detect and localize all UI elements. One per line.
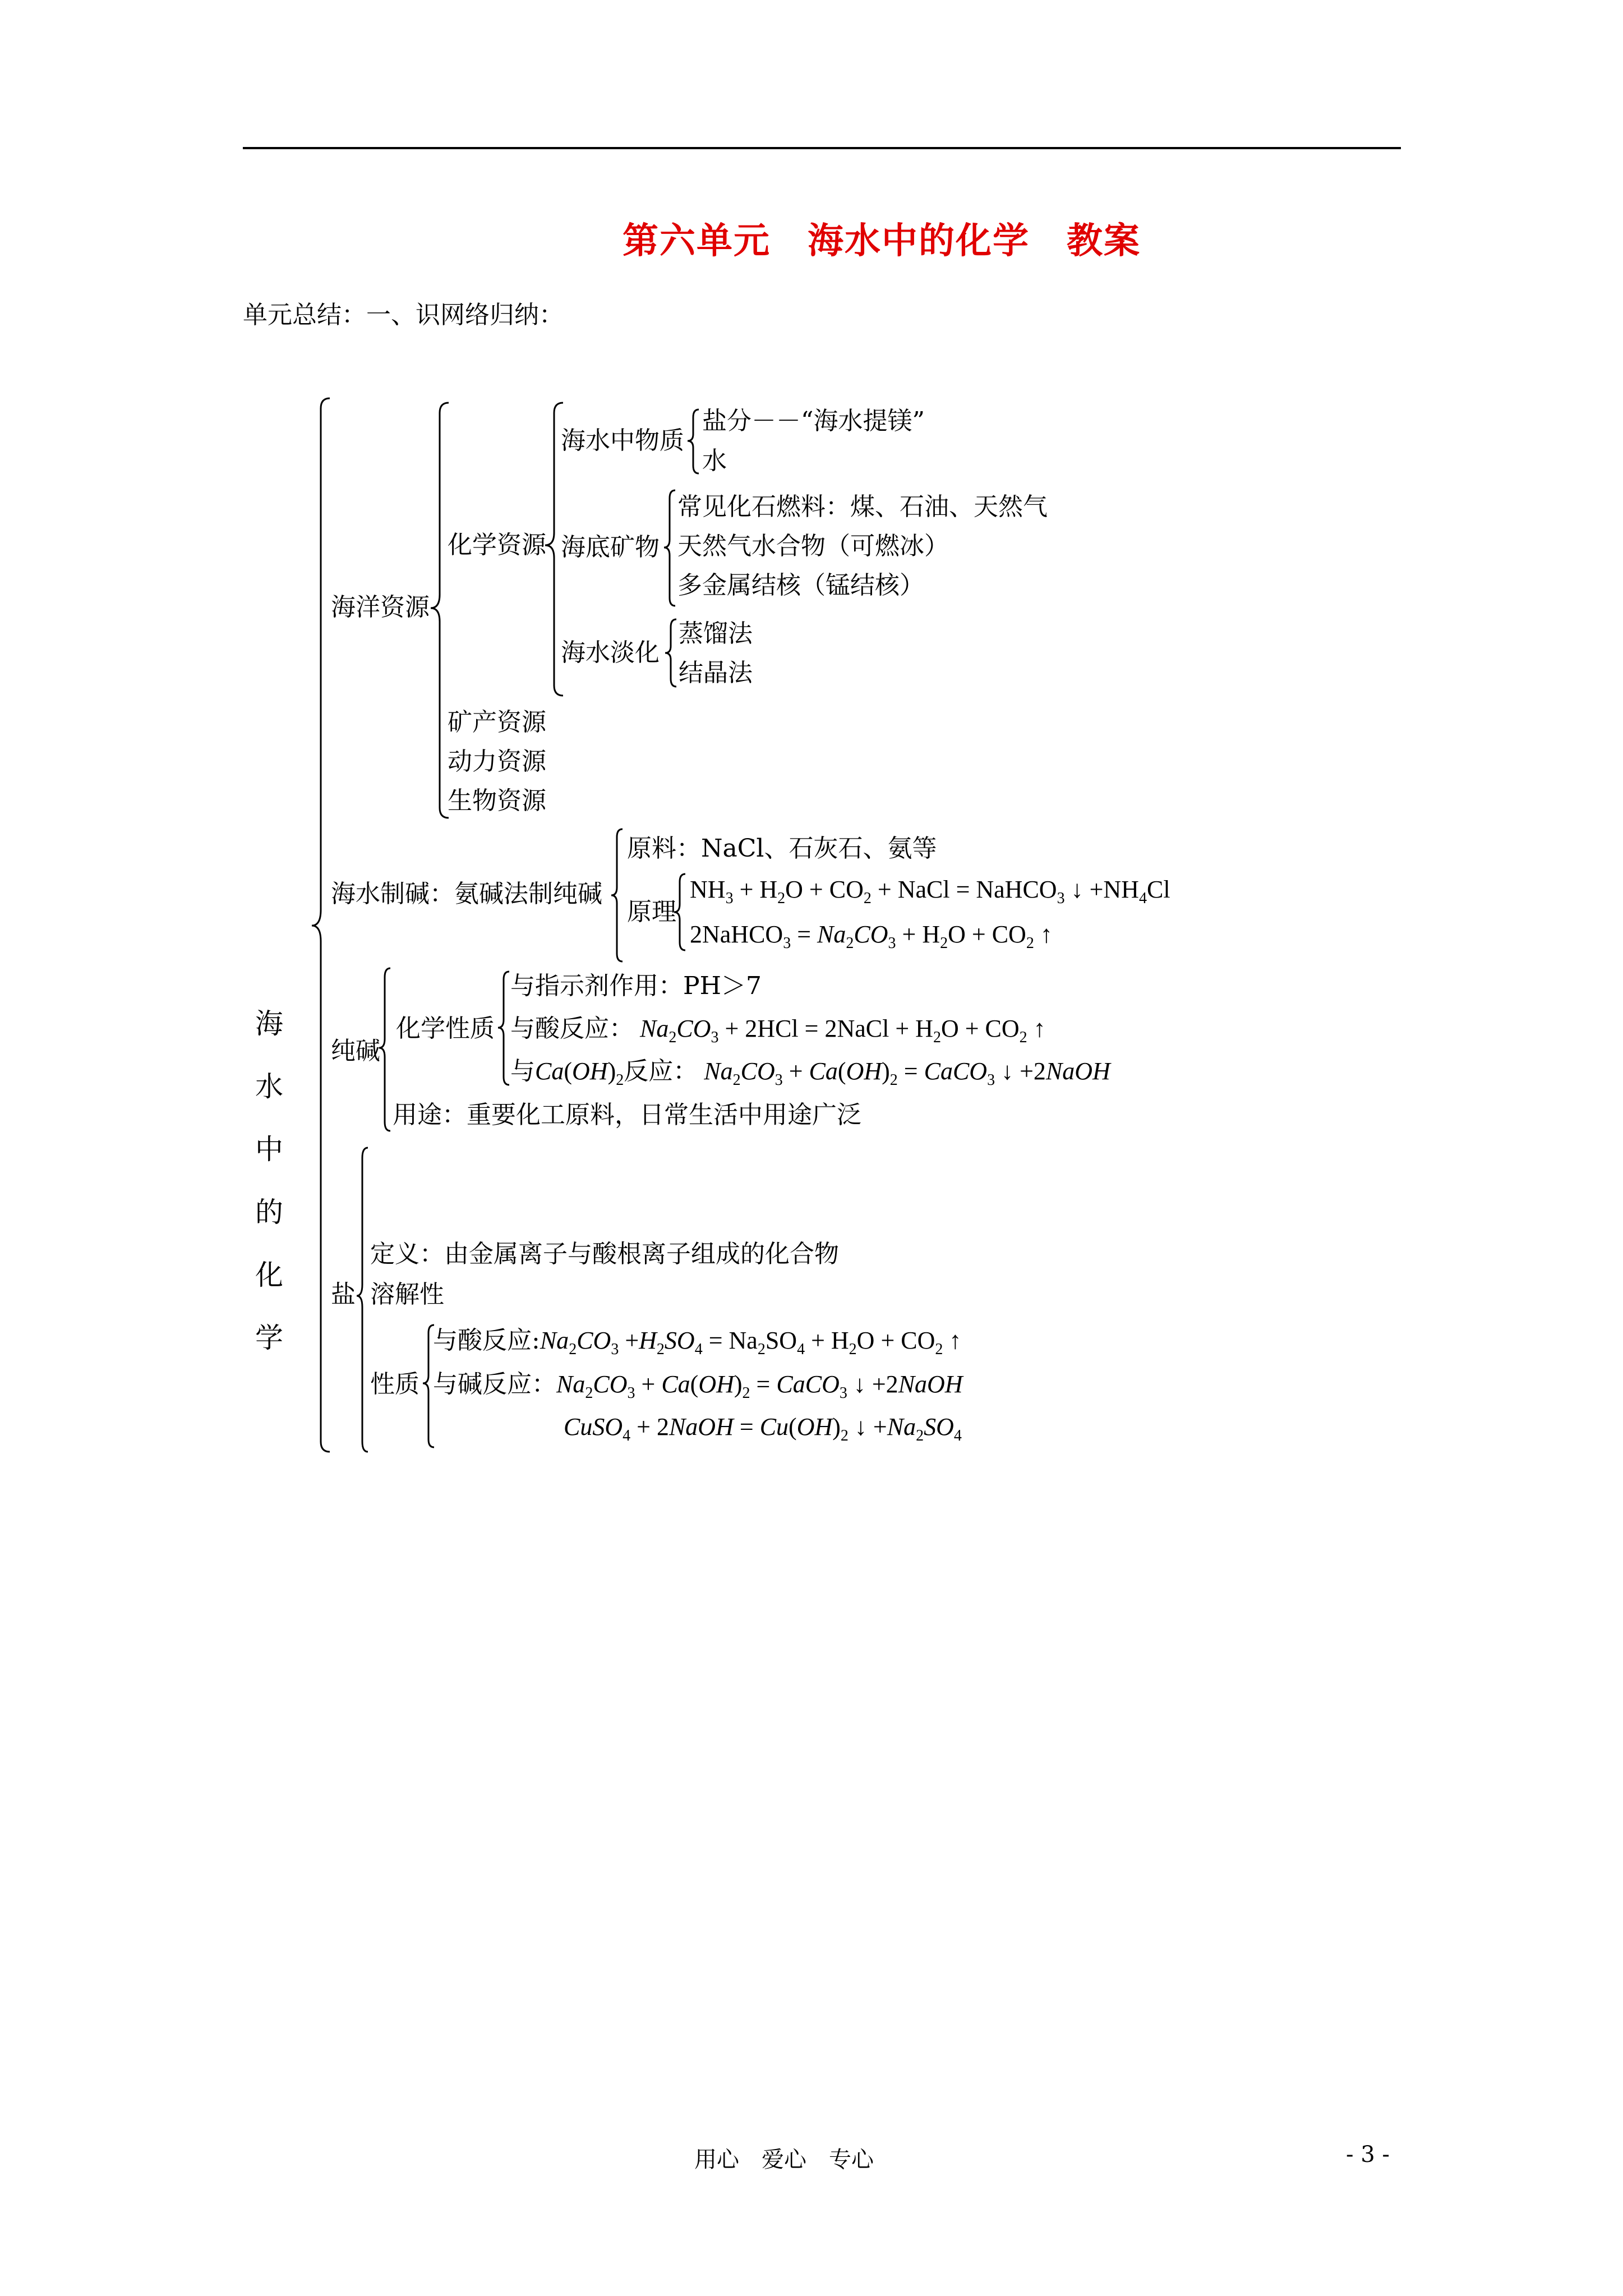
soda-use: 用途：重要化工原料，日常生活中用途广泛 <box>393 1101 861 1129</box>
salt-properties-label: 性质 <box>370 1370 419 1398</box>
root-char: 海 <box>255 1007 283 1040</box>
root-char: 水 <box>255 1070 283 1103</box>
list-item: 动力资源 <box>448 747 546 776</box>
salt-acid-label: 与酸反应: <box>433 1326 540 1355</box>
ocean-resources-label: 海洋资源 <box>331 593 430 622</box>
page-number: - 3 - <box>1346 2142 1390 2168</box>
base-reaction-label-pre: 与 <box>510 1057 535 1085</box>
list-item: 蒸馏法 <box>679 619 753 648</box>
salt-base-label: 与碱反应： <box>433 1370 556 1398</box>
equation: $Na_2CO_3 + Ca(OH)_2$ = CaCO$_3$ ↓ +2NaOH <box>704 1057 1110 1089</box>
root-char: 的 <box>255 1196 283 1228</box>
root-char: 中 <box>255 1133 283 1166</box>
salt-label: 盐 <box>331 1280 356 1309</box>
indicator-reaction: 与指示剂作用：PH＞7 <box>510 972 762 1000</box>
footer-motto: 用心 爱心 专心 <box>694 2147 874 2173</box>
list-item: 多金属结核（锰结核） <box>677 571 924 600</box>
equation: $NH_3 + H_2O + CO_2$ + NaCl = NaHCO$_3$ ↓ $+NH_4Cl$ <box>690 876 1170 907</box>
list-item: 生物资源 <box>448 786 546 815</box>
reagent: $Ca(OH)_2$ <box>535 1057 624 1089</box>
seawater-substance-label: 海水中物质 <box>561 426 684 455</box>
acid-reaction <box>510 1013 1046 1045</box>
equation: $Na_2CO_3 + Ca(OH)_2$ = CaCO$_3$ ↓ +2NaOH <box>556 1370 963 1402</box>
salt-definition: 定义：由金属离子与酸根离子组成的化合物 <box>370 1240 839 1268</box>
root-char: 化 <box>255 1259 283 1291</box>
soda-label: 纯碱 <box>331 1037 380 1065</box>
seabed-minerals-label: 海底矿物 <box>561 533 660 562</box>
raw-materials: 原料：NaCl、石灰石、氨等 <box>627 834 937 863</box>
equation: $Na_2CO_3 + 2HCl$ = 2NaCl + $H_2O + CO_2$ ↑ <box>640 1015 1046 1046</box>
equation: CuSO$_4$ + 2NaOH = $Cu(OH)_2$ ↓ $+Na_2SO_4$ <box>564 1413 962 1444</box>
page-title: 第六单元 海水中的化学 教案 <box>623 220 1141 262</box>
list-item: 矿产资源 <box>448 708 546 737</box>
principle-label: 原理 <box>627 898 676 926</box>
acid-reaction-label: 与酸反应： <box>510 1014 634 1043</box>
desalination-label: 海水淡化 <box>561 638 660 667</box>
list-item: 水 <box>702 447 727 475</box>
base-reaction-label-post: 反应： <box>624 1057 698 1085</box>
chem-resources-label: 化学资源 <box>448 531 546 559</box>
salt-solubility: 溶解性 <box>370 1280 444 1309</box>
list-item: 常见化石燃料：煤、石油、天然气 <box>677 493 1048 521</box>
equation: $Na_2CO_3 +H_2SO_4 = Na_2SO_4 + H_2O + CO_2$ ↑ <box>540 1327 962 1358</box>
section-heading: 单元总结：一、识网络归纳： <box>243 301 564 329</box>
root-char: 学 <box>255 1322 283 1354</box>
equation: 2NaHCO$_3$ = $Na_2CO_3 + H_2O + CO_2$ ↑ <box>690 921 1053 952</box>
soda-making-label: 海水制碱：氨碱法制纯碱 <box>331 880 602 908</box>
salt-base-reaction <box>433 1369 963 1400</box>
list-item: 结晶法 <box>679 659 753 687</box>
base-reaction <box>510 1056 1110 1087</box>
list-item: 盐分－－“海水提镁” <box>702 407 925 435</box>
list-item: 天然气水合物（可燃冰） <box>677 532 949 560</box>
salt-acid-reaction <box>433 1325 961 1356</box>
chem-properties-label: 化学性质 <box>396 1014 495 1043</box>
